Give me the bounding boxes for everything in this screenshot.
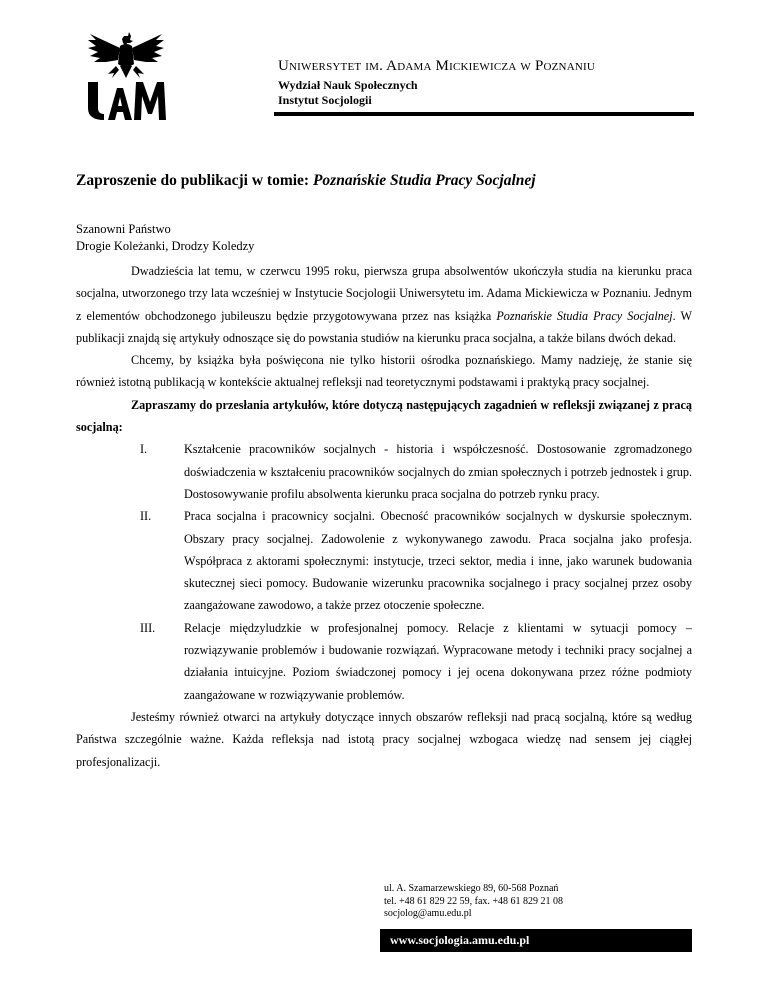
topic-text: Kształcenie pracowników socjalnych - historia i współczesność. Dostosowanie zgromadzonego doświadczenia w kształceniu pracowników socjalnych do zmian społecznych i potrzeb jednostek i grup. Dostosowywanie profilu absolwenta kierunku praca socjalna do potrzeb rynku pracy. xyxy=(184,442,692,501)
uam-eagle-logo xyxy=(86,30,166,122)
website-link[interactable]: www.socjologia.amu.edu.pl xyxy=(380,929,692,952)
paragraph-4: Jesteśmy również otwarci na artykuły dotyczące innych obszarów refleksji nad pracą socjalną, które są według Państwa szczególnie ważne. Każda refleksja nad istotą pracy socjalnej wzbogaca wiedzę nad sensem jej ciągłej profesjonalizacji. xyxy=(76,709,692,769)
topic-item xyxy=(76,505,692,616)
document-title xyxy=(76,172,536,190)
topic-number: I. xyxy=(140,442,148,457)
faculty-name: Wydział Nauk Społecznych xyxy=(278,78,418,92)
header-divider xyxy=(274,112,694,116)
university-name: Uniwersytet im. Adama Mickiewicza w Poznaniu xyxy=(278,58,595,74)
uam-monogram xyxy=(88,82,166,120)
topic-text: Relacje międzyludzkie w profesjonalnej pomocy. Relacje z klientami w sytuacji pomocy – rozwiązywanie problemów i budowanie rozwiązań. Wypracowane metody i techniki pracy socjalnej a działania intuicyjne. Poziom świadczonej pomocy i jej ocena dokonywana przez różne podmioty zaangażowane w rozwiązywanie problemów. xyxy=(184,620,692,702)
topic-item xyxy=(76,617,692,706)
volume-title-inline: Poznańskie Studia Pracy Socjalnej xyxy=(496,308,673,323)
salutation-line-2: Drogie Koleżanki, Drodzy Koledzy xyxy=(76,239,255,253)
topic-number: II. xyxy=(140,509,152,524)
phone-fax: tel. +48 61 829 22 59, fax. +48 61 829 21 08 xyxy=(384,895,564,907)
letter-body xyxy=(76,260,692,773)
topic-number: III. xyxy=(140,620,156,635)
paragraph-1: Dwadzieścia lat temu, w czerwcu 1995 roku, pierwsza grupa absolwentów ukończyła studia na kierunku praca socjalna, utworzonego trzy lata wcześniej w Instytucie Socjologii Uniwersytetu im. Adama Mickiewicza w Poznaniu. Jednym z elementów obchodzonego jubileuszu będzie przygotowywana przez nas książka Poznańskie Studia Pracy Socjalnej. W publikacji znajdą się artykuły odnoszące się do powstania studiów na kierunku praca socjalna, a także bilans dwóch dekad. xyxy=(76,264,692,345)
topic-item xyxy=(76,438,692,505)
paragraph-2: Chcemy, by książka była poświęcona nie tylko historii ośrodka poznańskiego. Mamy nadzieję, że stanie się również istotną publikacją w kontekście aktualnej refleksji nad teoretycznymi podstawami i praktyką pracy socjalnej. xyxy=(76,353,692,390)
address: ul. A. Szamarzewskiego 89, 60-568 Poznań xyxy=(384,883,559,894)
topic-text: Praca socjalna i pracownicy socjalni. Obecność pracowników socjalnych w dyskursie społecznym. Obszary pracy socjalnej. Zadowolenie z wykonywanego zawodu. Praca socjalna jako profesja. Współpraca z aktorami społecznymi: instytucje, trzeci sektor, media i inne, jako warunek budowania skutecznej sieci pomocy. Budowanie wizerunku pracownika socjalnego i pracy socjalnej przez osoby zaangażowane zawodowo, a także przez otoczenie społeczne. xyxy=(184,509,692,613)
paragraph-3: Zapraszamy do przesłania artykułów, które dotyczą następujących zagadnień w refleksji związanej z pracą socjalną: xyxy=(76,397,692,435)
eagle-icon xyxy=(88,32,164,78)
volume-title: Poznańskie Studia Pracy Socjalnej xyxy=(312,172,536,189)
title-prefix: Zaproszenie do publikacji w tomie: xyxy=(76,172,313,189)
footer-contact xyxy=(384,883,563,921)
email-link[interactable]: socjolog@amu.edu.pl xyxy=(384,908,472,919)
faculty-block xyxy=(278,78,418,108)
salutation-line-1: Szanowni Państwo xyxy=(76,222,171,236)
institute-name: Instytut Socjologii xyxy=(278,93,372,107)
